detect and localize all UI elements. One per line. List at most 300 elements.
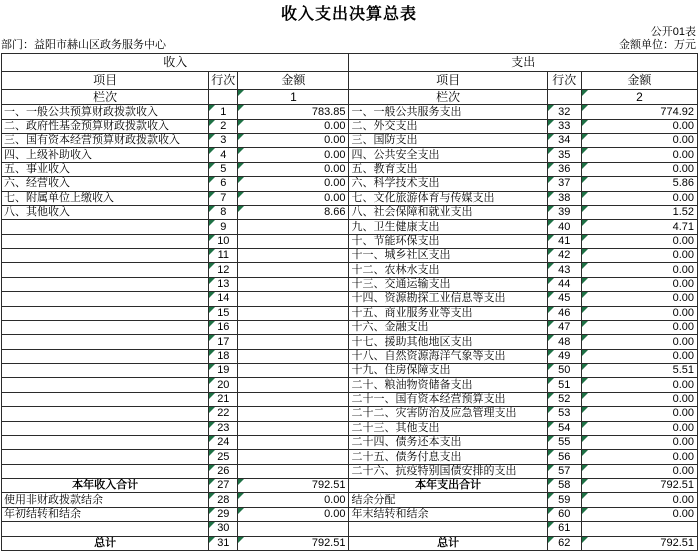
- expenditure-line-cell: 41: [547, 234, 581, 248]
- income-amount-cell: [238, 450, 349, 464]
- expenditure-amount-cell: 0.00: [581, 349, 697, 363]
- expenditure-line-cell: 36: [547, 162, 581, 176]
- expenditure-line-cell: 39: [547, 205, 581, 219]
- cell-error-indicator-icon: [209, 422, 215, 428]
- income-line-cell: 20: [209, 378, 238, 392]
- cell-error-indicator-icon: [582, 321, 588, 327]
- table-row: [2, 306, 698, 320]
- income-line-cell: 26: [209, 464, 238, 478]
- income-line-cell: 3: [209, 134, 238, 148]
- table-row: [2, 349, 698, 363]
- table-row: [2, 536, 698, 550]
- table-row: [2, 407, 698, 421]
- section-header-row: [2, 54, 698, 72]
- income-item-cell: [2, 392, 209, 406]
- income-column-number-cell: [238, 89, 349, 104]
- expenditure-item-cell: 二十六、抗疫特别国债安排的支出: [349, 464, 547, 478]
- cell-error-indicator-icon: [548, 220, 554, 226]
- income-item-cell: [2, 522, 209, 536]
- income-amount-cell: 0.00: [238, 177, 349, 191]
- expenditure-line-cell: 53: [547, 407, 581, 421]
- income-amount-cell: [238, 249, 349, 263]
- income-amount-cell: 0.00: [238, 119, 349, 133]
- income-section-header: 收入: [2, 54, 349, 72]
- cell-error-indicator-icon: [582, 263, 588, 269]
- cell-error-indicator-icon: [548, 378, 554, 384]
- income-amount-cell: [238, 234, 349, 248]
- unit-label: 金额单位：万元: [619, 39, 696, 51]
- expenditure-item-cell: 六、科学技术支出: [349, 177, 547, 191]
- expenditure-item-cell: 十三、交通运输支出: [349, 277, 547, 291]
- cell-error-indicator-icon: [548, 493, 554, 499]
- income-item-cell: 使用非财政拨款结余: [2, 493, 209, 507]
- expenditure-amount-cell: 0.00: [581, 507, 697, 521]
- expenditure-column-number: 2: [636, 89, 643, 104]
- cell-error-indicator-icon: [548, 307, 554, 313]
- cell-error-indicator-icon: [238, 90, 244, 96]
- cell-error-indicator-icon: [582, 422, 588, 428]
- expenditure-item-cell: 年末结转和结余: [349, 507, 547, 521]
- expenditure-amount-cell: 0.00: [581, 335, 697, 349]
- cell-error-indicator-icon: [582, 163, 588, 169]
- expenditure-item-cell: 八、社会保障和就业支出: [349, 205, 547, 219]
- cell-error-indicator-icon: [582, 278, 588, 284]
- empty-cell: [209, 89, 238, 104]
- table-row: [2, 392, 698, 406]
- table-row: [2, 134, 698, 148]
- cell-error-indicator-icon: [582, 105, 588, 111]
- cell-error-indicator-icon: [582, 350, 588, 356]
- cell-error-indicator-icon: [582, 148, 588, 154]
- income-item-cell: [2, 435, 209, 449]
- expenditure-amount-cell: 0.00: [581, 263, 697, 277]
- table-row: [2, 263, 698, 277]
- income-amount-cell: [238, 306, 349, 320]
- expenditure-line-cell: 46: [547, 306, 581, 320]
- cell-error-indicator-icon: [209, 407, 215, 413]
- expenditure-amount-cell: 0.00: [581, 421, 697, 435]
- table-row: [2, 249, 698, 263]
- income-line-cell: 1: [209, 105, 238, 119]
- department-label: 部门：益阳市赫山区政务服务中心: [1, 39, 166, 51]
- income-line-cell: 18: [209, 349, 238, 363]
- cell-error-indicator-icon: [238, 148, 244, 154]
- income-line-cell: 6: [209, 177, 238, 191]
- income-amount-cell: [238, 522, 349, 536]
- income-line-cell: 25: [209, 450, 238, 464]
- income-amount-cell: [238, 263, 349, 277]
- cell-error-indicator-icon: [209, 192, 215, 198]
- expenditure-item-cell: 三、国防支出: [349, 134, 547, 148]
- expenditure-line-cell: 49: [547, 349, 581, 363]
- cell-error-indicator-icon: [548, 479, 554, 485]
- expenditure-item-cell: 二、外交支出: [349, 119, 547, 133]
- cell-error-indicator-icon: [548, 263, 554, 269]
- income-column-number: 1: [290, 89, 297, 104]
- cell-error-indicator-icon: [582, 465, 588, 471]
- expenditure-amount-cell: 5.51: [581, 364, 697, 378]
- table-row: [2, 148, 698, 162]
- cell-error-indicator-icon: [548, 465, 554, 471]
- table-row: [2, 335, 698, 349]
- cell-error-indicator-icon: [548, 292, 554, 298]
- cell-error-indicator-icon: [238, 493, 244, 499]
- income-item-cell: [2, 349, 209, 363]
- expenditure-item-cell: 十二、农林水支出: [349, 263, 547, 277]
- expenditure-line-cell: 57: [547, 464, 581, 478]
- income-amount-cell: [238, 364, 349, 378]
- cell-error-indicator-icon: [209, 307, 215, 313]
- expenditure-amount-header: 金额: [581, 72, 697, 89]
- income-line-cell: 27: [209, 479, 238, 493]
- income-amount-cell: 792.51: [238, 479, 349, 493]
- income-amount-cell: 0.00: [238, 148, 349, 162]
- table-row: [2, 450, 698, 464]
- cell-error-indicator-icon: [209, 134, 215, 140]
- cell-error-indicator-icon: [582, 508, 588, 514]
- cell-error-indicator-icon: [209, 522, 215, 528]
- column-number-row: [2, 89, 698, 104]
- income-amount-cell: [238, 392, 349, 406]
- cell-error-indicator-icon: [238, 192, 244, 198]
- income-item-cell: [2, 407, 209, 421]
- cell-error-indicator-icon: [238, 134, 244, 140]
- cell-error-indicator-icon: [209, 278, 215, 284]
- expenditure-amount-cell: 0.00: [581, 306, 697, 320]
- cell-error-indicator-icon: [548, 508, 554, 514]
- cell-error-indicator-icon: [582, 450, 588, 456]
- page-title: 收入支出决算总表: [280, 6, 417, 23]
- table-row: [2, 220, 698, 234]
- expenditure-line-cell: 60: [547, 507, 581, 521]
- table-row: [2, 177, 698, 191]
- cell-error-indicator-icon: [548, 422, 554, 428]
- expenditure-column-number-cell: [581, 89, 697, 104]
- cell-error-indicator-icon: [548, 321, 554, 327]
- cell-error-indicator-icon: [209, 537, 215, 543]
- cell-error-indicator-icon: [209, 436, 215, 442]
- expenditure-line-cell: 45: [547, 292, 581, 306]
- income-amount-cell: 0.00: [238, 191, 349, 205]
- income-amount-cell: 0.00: [238, 134, 349, 148]
- income-amount-cell: [238, 349, 349, 363]
- cell-error-indicator-icon: [209, 177, 215, 183]
- income-item-cell: 一、一般公共预算财政拨款收入: [2, 105, 209, 119]
- expenditure-item-cell: 二十五、债务付息支出: [349, 450, 547, 464]
- cell-error-indicator-icon: [209, 292, 215, 298]
- cell-error-indicator-icon: [209, 465, 215, 471]
- expenditure-item-cell: 九、卫生健康支出: [349, 220, 547, 234]
- income-item-cell: [2, 263, 209, 277]
- cell-error-indicator-icon: [548, 335, 554, 341]
- income-amount-header: 金额: [238, 72, 349, 89]
- table-row: [2, 234, 698, 248]
- cell-error-indicator-icon: [238, 537, 244, 543]
- cell-error-indicator-icon: [548, 148, 554, 154]
- cell-error-indicator-icon: [548, 278, 554, 284]
- income-line-cell: 8: [209, 205, 238, 219]
- cell-error-indicator-icon: [548, 192, 554, 198]
- expenditure-line-cell: 38: [547, 191, 581, 205]
- income-line-cell: 14: [209, 292, 238, 306]
- cell-error-indicator-icon: [209, 163, 215, 169]
- income-item-cell: 三、国有资本经营预算财政拨款收入: [2, 134, 209, 148]
- cell-error-indicator-icon: [238, 105, 244, 111]
- income-item-cell: [2, 306, 209, 320]
- expenditure-item-cell: 四、公共安全支出: [349, 148, 547, 162]
- income-line-cell: 15: [209, 306, 238, 320]
- expenditure-line-cell: 47: [547, 320, 581, 334]
- expenditure-item-cell: [349, 522, 547, 536]
- empty-cell: [547, 89, 581, 104]
- income-line-cell: 12: [209, 263, 238, 277]
- cell-error-indicator-icon: [582, 335, 588, 341]
- expenditure-item-cell: 二十一、国有资本经营预算支出: [349, 392, 547, 406]
- income-line-cell: 7: [209, 191, 238, 205]
- cell-error-indicator-icon: [209, 120, 215, 126]
- income-item-cell: 本年收入合计: [2, 479, 209, 493]
- income-item-cell: [2, 450, 209, 464]
- cell-error-indicator-icon: [582, 249, 588, 255]
- income-line-cell: 17: [209, 335, 238, 349]
- cell-error-indicator-icon: [582, 90, 588, 96]
- expenditure-amount-cell: 0.00: [581, 191, 697, 205]
- income-line-cell: 22: [209, 407, 238, 421]
- expenditure-amount-cell: 0.00: [581, 234, 697, 248]
- income-line-cell: 30: [209, 522, 238, 536]
- expenditure-line-cell: 51: [547, 378, 581, 392]
- expenditure-line-cell: 54: [547, 421, 581, 435]
- income-line-cell: 21: [209, 392, 238, 406]
- expenditure-item-cell: 十六、金融支出: [349, 320, 547, 334]
- income-line-cell: 16: [209, 320, 238, 334]
- income-line-cell: 9: [209, 220, 238, 234]
- cell-error-indicator-icon: [209, 263, 215, 269]
- cell-error-indicator-icon: [209, 378, 215, 384]
- cell-error-indicator-icon: [548, 537, 554, 543]
- income-item-cell: 年初结转和结余: [2, 507, 209, 521]
- income-item-cell: [2, 249, 209, 263]
- income-item-cell: [2, 234, 209, 248]
- income-item-cell: [2, 292, 209, 306]
- cell-error-indicator-icon: [582, 307, 588, 313]
- income-line-header: 行次: [209, 72, 238, 89]
- income-amount-cell: 0.00: [238, 162, 349, 176]
- table-row: [2, 464, 698, 478]
- income-amount-cell: 783.85: [238, 105, 349, 119]
- cell-error-indicator-icon: [548, 249, 554, 255]
- column-header-row: [2, 72, 698, 89]
- expenditure-amount-cell: 0.00: [581, 277, 697, 291]
- expenditure-line-cell: 42: [547, 249, 581, 263]
- income-amount-cell: [238, 407, 349, 421]
- expenditure-amount-cell: 0.00: [581, 435, 697, 449]
- expenditure-item-cell: 十一、城乡社区支出: [349, 249, 547, 263]
- cell-error-indicator-icon: [548, 163, 554, 169]
- expenditure-item-cell: 总计: [349, 536, 547, 550]
- income-amount-cell: [238, 421, 349, 435]
- table-row: [2, 522, 698, 536]
- cell-error-indicator-icon: [582, 479, 588, 485]
- cell-error-indicator-icon: [582, 235, 588, 241]
- expenditure-line-cell: 37: [547, 177, 581, 191]
- expenditure-line-cell: 40: [547, 220, 581, 234]
- table-row: [2, 119, 698, 133]
- cell-error-indicator-icon: [209, 479, 215, 485]
- income-line-cell: 10: [209, 234, 238, 248]
- income-amount-cell: [238, 464, 349, 478]
- expenditure-item-cell: 十九、住房保障支出: [349, 364, 547, 378]
- cell-error-indicator-icon: [209, 235, 215, 241]
- cell-error-indicator-icon: [548, 450, 554, 456]
- expenditure-amount-cell: 0.00: [581, 162, 697, 176]
- expenditure-line-cell: 52: [547, 392, 581, 406]
- cell-error-indicator-icon: [548, 177, 554, 183]
- cell-error-indicator-icon: [209, 220, 215, 226]
- expenditure-amount-cell: 774.92: [581, 105, 697, 119]
- table-row: [2, 435, 698, 449]
- cell-error-indicator-icon: [209, 206, 215, 212]
- table-row: [2, 292, 698, 306]
- cell-error-indicator-icon: [238, 508, 244, 514]
- expenditure-line-cell: 33: [547, 119, 581, 133]
- cell-error-indicator-icon: [548, 393, 554, 399]
- cell-error-indicator-icon: [548, 436, 554, 442]
- income-amount-cell: [238, 435, 349, 449]
- income-amount-cell: 0.00: [238, 507, 349, 521]
- expenditure-line-cell: 55: [547, 435, 581, 449]
- income-line-cell: 4: [209, 148, 238, 162]
- expenditure-item-cell: 七、文化旅游体育与传媒支出: [349, 191, 547, 205]
- accounts-table: [1, 53, 698, 551]
- table-code: 公开01表: [650, 26, 696, 38]
- income-line-cell: 2: [209, 119, 238, 133]
- cell-error-indicator-icon: [209, 148, 215, 154]
- income-item-cell: [2, 364, 209, 378]
- expenditure-item-cell: 本年支出合计: [349, 479, 547, 493]
- table-row: [2, 507, 698, 521]
- cell-error-indicator-icon: [548, 235, 554, 241]
- expenditure-item-cell: 十八、自然资源海洋气象等支出: [349, 349, 547, 363]
- income-line-cell: 19: [209, 364, 238, 378]
- cell-error-indicator-icon: [582, 393, 588, 399]
- expenditure-item-cell: 一、一般公共服务支出: [349, 105, 547, 119]
- expenditure-line-header: 行次: [547, 72, 581, 89]
- expenditure-item-cell: 十七、援助其他地区支出: [349, 335, 547, 349]
- cell-error-indicator-icon: [582, 177, 588, 183]
- table-row: [2, 320, 698, 334]
- income-line-cell: 13: [209, 277, 238, 291]
- table-row: [2, 162, 698, 176]
- cell-error-indicator-icon: [548, 522, 554, 528]
- cell-error-indicator-icon: [209, 450, 215, 456]
- expenditure-amount-cell: 792.51: [581, 479, 697, 493]
- expenditure-amount-cell: 4.71: [581, 220, 697, 234]
- cell-error-indicator-icon: [548, 105, 554, 111]
- cell-error-indicator-icon: [209, 105, 215, 111]
- expenditure-item-header: 项目: [349, 72, 547, 89]
- table-row: [2, 479, 698, 493]
- expenditure-section-header: 支出: [349, 54, 698, 72]
- cell-error-indicator-icon: [582, 134, 588, 140]
- income-amount-cell: [238, 292, 349, 306]
- cell-error-indicator-icon: [582, 120, 588, 126]
- income-item-cell: 四、上级补助收入: [2, 148, 209, 162]
- income-item-cell: 七、附属单位上缴收入: [2, 191, 209, 205]
- cell-error-indicator-icon: [582, 407, 588, 413]
- expenditure-line-cell: 44: [547, 277, 581, 291]
- expenditure-line-cell: 58: [547, 479, 581, 493]
- income-item-cell: 五、事业收入: [2, 162, 209, 176]
- expenditure-line-cell: 59: [547, 493, 581, 507]
- cell-error-indicator-icon: [238, 177, 244, 183]
- expenditure-amount-cell: [581, 522, 697, 536]
- expenditure-line-cell: 61: [547, 522, 581, 536]
- cell-error-indicator-icon: [548, 364, 554, 370]
- expenditure-line-cell: 32: [547, 105, 581, 119]
- cell-error-indicator-icon: [238, 206, 244, 212]
- cell-error-indicator-icon: [582, 364, 588, 370]
- income-line-cell: 31: [209, 536, 238, 550]
- income-line-cell: 29: [209, 507, 238, 521]
- expenditure-item-cell: 十五、商业服务业等支出: [349, 306, 547, 320]
- meta-row: [0, 39, 698, 53]
- cell-error-indicator-icon: [582, 537, 588, 543]
- cell-error-indicator-icon: [548, 134, 554, 140]
- income-item-cell: 二、政府性基金预算财政拨款收入: [2, 119, 209, 133]
- expenditure-amount-cell: 0.00: [581, 119, 697, 133]
- expenditure-lanci-label: 栏次: [349, 89, 547, 104]
- cell-error-indicator-icon: [548, 120, 554, 126]
- expenditure-amount-cell: 0.00: [581, 493, 697, 507]
- income-line-cell: 23: [209, 421, 238, 435]
- cell-error-indicator-icon: [209, 321, 215, 327]
- cell-error-indicator-icon: [209, 364, 215, 370]
- income-amount-cell: [238, 335, 349, 349]
- expenditure-line-cell: 43: [547, 263, 581, 277]
- income-lanci-label: 栏次: [2, 89, 209, 104]
- expenditure-line-cell: 56: [547, 450, 581, 464]
- cell-error-indicator-icon: [209, 249, 215, 255]
- expenditure-line-cell: 48: [547, 335, 581, 349]
- expenditure-amount-cell: 0.00: [581, 450, 697, 464]
- income-item-cell: [2, 421, 209, 435]
- cell-error-indicator-icon: [209, 493, 215, 499]
- income-amount-cell: [238, 378, 349, 392]
- expenditure-amount-cell: 0.00: [581, 320, 697, 334]
- income-line-cell: 24: [209, 435, 238, 449]
- income-item-cell: 六、经营收入: [2, 177, 209, 191]
- cell-error-indicator-icon: [582, 192, 588, 198]
- expenditure-amount-cell: 0.00: [581, 134, 697, 148]
- cell-error-indicator-icon: [582, 493, 588, 499]
- table-row: [2, 493, 698, 507]
- income-amount-cell: 8.66: [238, 205, 349, 219]
- expenditure-item-cell: 二十三、其他支出: [349, 421, 547, 435]
- expenditure-amount-cell: 0.00: [581, 464, 697, 478]
- cell-error-indicator-icon: [582, 292, 588, 298]
- income-item-cell: [2, 220, 209, 234]
- table-row: [2, 421, 698, 435]
- income-amount-cell: [238, 320, 349, 334]
- expenditure-line-cell: 50: [547, 364, 581, 378]
- expenditure-item-cell: 五、教育支出: [349, 162, 547, 176]
- cell-error-indicator-icon: [548, 350, 554, 356]
- income-amount-cell: [238, 220, 349, 234]
- expenditure-amount-cell: 0.00: [581, 148, 697, 162]
- table-row: [2, 364, 698, 378]
- income-line-cell: 11: [209, 249, 238, 263]
